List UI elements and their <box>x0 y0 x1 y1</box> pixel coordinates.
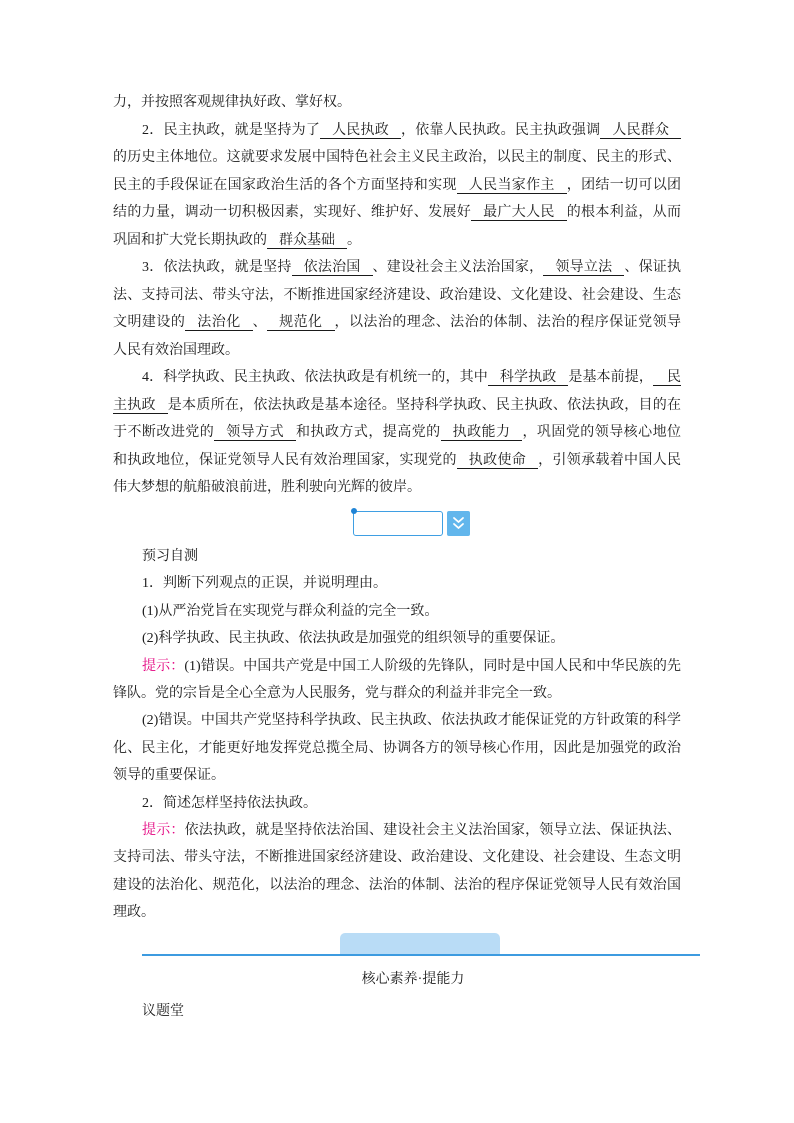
text-segment: (2)错误。中国共产党坚持科学执政、民主执政、依法执政才能保证党的方针政策的科学 <box>142 713 681 729</box>
text-line <box>113 309 681 337</box>
text-line <box>113 762 681 789</box>
text-segment: 人民有效治国理政。 <box>113 342 239 358</box>
text-line <box>113 172 681 200</box>
section-banner-tab <box>340 933 500 954</box>
text-segment: 是本质所在，依法执政是基本途径。坚持科学执政、民主执政、依法执政，目的在 <box>167 397 682 413</box>
answer-text: 人民执政 <box>332 122 390 138</box>
answer-blank <box>471 205 567 221</box>
question-prompt <box>113 790 681 817</box>
text-segment: ，巩固党的领导核心地位 <box>522 425 682 440</box>
answer-blank <box>113 398 168 414</box>
text-segment: 巩固和扩大党长期执政的 <box>113 232 267 248</box>
double-chevron-down-glyph <box>447 511 470 536</box>
text-segment: 和执政地位，保证党领导人民有效治理国家，实现党的 <box>113 452 457 468</box>
hint-label: 提示： <box>142 822 185 838</box>
text-segment: ，引领承载着中国人民 <box>538 452 682 468</box>
answer-text: 执政使命 <box>468 452 527 468</box>
text-line <box>113 337 681 365</box>
answer-blank <box>267 315 334 331</box>
answer-text: 人民当家作主 <box>468 177 555 193</box>
text-segment: 化、民主化，才能更好地发挥党总揽全局、协调各方的领导核心作用，因此是加强党的政治 <box>113 740 681 756</box>
text-segment: 锋队。党的宗旨是全心全意为人民服务，党与群众的利益并非完全一致。 <box>113 685 561 701</box>
answer-text: 规范化 <box>279 315 323 330</box>
text-line <box>113 392 681 420</box>
answer-text: 法治化 <box>197 315 241 330</box>
answer-blank <box>441 425 523 441</box>
text-segment: 3．依法执政，就是坚持 <box>142 260 292 275</box>
answer-blank <box>457 178 567 194</box>
text-segment: 力，并按照客观规律执好政、掌好权。 <box>113 95 351 110</box>
text-segment: 、 <box>252 315 268 330</box>
text-segment: 结的力量，调动一切积极因素，实现好、维护好、发展好 <box>113 205 472 220</box>
text-line <box>113 474 681 502</box>
text-line <box>113 447 681 475</box>
text-segment: 领导的重要保证。 <box>113 768 225 784</box>
question-prompt <box>113 570 681 597</box>
text-segment: 2．民主执政，就是坚持为了 <box>142 122 321 138</box>
answer-blank <box>488 370 568 386</box>
section-marker-frame <box>353 511 443 536</box>
answer-text: 民 <box>667 370 682 385</box>
text-line <box>113 144 681 172</box>
text-line <box>113 117 681 145</box>
statement-line <box>113 598 681 625</box>
text-line <box>113 364 681 392</box>
text-segment: 伟大梦想的航船破浪前进，胜利驶向光辉的彼岸。 <box>113 480 421 495</box>
section-heading <box>113 543 681 570</box>
statement-line <box>113 625 681 652</box>
answer-blank <box>214 425 296 441</box>
text-segment: 的根本利益，从而 <box>566 205 682 220</box>
answer-blank <box>543 260 624 276</box>
text-line <box>113 254 681 282</box>
self-test-section <box>113 543 681 926</box>
section-banner-title: 核心素养·提能力 <box>361 972 465 987</box>
text-line <box>113 227 681 255</box>
text-line <box>113 872 681 899</box>
text-line <box>113 707 681 734</box>
answer-text: 主执政 <box>113 397 156 413</box>
hint-label: 提示： <box>142 658 185 674</box>
answer-blank <box>320 123 401 139</box>
answer-blank <box>267 233 347 249</box>
text-line <box>113 735 681 762</box>
text-segment: (2)科学执政、民主执政、依法执政是加强党的组织领导的重要保证。 <box>142 631 565 647</box>
text-segment: 民主的手段保证在国家政治生活的各个方面坚持和实现 <box>113 177 457 193</box>
text-segment: (1)从严治党旨在实现党与群众利益的完全一致。 <box>142 603 439 619</box>
text-segment: 理政。 <box>113 905 155 921</box>
text-line <box>113 817 681 844</box>
heading-text: 预习自测 <box>142 549 198 564</box>
text-segment: 、保证执 <box>624 260 682 275</box>
text-segment: 的历史主体地位。这就要求发展中国特色社会主义民主政治，以民主的制度、民主的形式、 <box>113 150 681 165</box>
text-line <box>113 89 681 117</box>
answer-text: 执政能力 <box>452 425 511 440</box>
text-segment: 支持司法、带头守法，不断推进国家经济建设、政治建设、文化建设、社会建设、生态文明 <box>113 850 681 866</box>
text-line <box>113 199 681 227</box>
text-segment: 文明建设的 <box>113 315 186 330</box>
text-segment: 。 <box>347 232 361 248</box>
text-segment: 法、支持司法、带头守法，不断推进国家经济建设、政治建设、文化建设、社会建设、生态 <box>113 287 681 303</box>
text-segment: 、建设社会主义法治国家， <box>372 260 544 275</box>
text-line <box>113 282 681 310</box>
topic-label: 议题堂 <box>142 1004 184 1019</box>
text-line <box>113 899 681 926</box>
text-segment: 依法执政，就是坚持依法治国、建设社会主义法治国家，领导立法、保证执法、 <box>184 822 682 838</box>
text-segment: ，团结一切可以团 <box>566 177 682 193</box>
answer-text: 领导立法 <box>555 260 613 275</box>
answer-text: 群众基础 <box>279 232 335 248</box>
text-line <box>113 680 681 707</box>
answer-blank <box>185 315 252 331</box>
answer-text: 最广大人民 <box>483 205 555 220</box>
answer-blank <box>600 123 681 139</box>
text-segment: 于不断改进党的 <box>113 425 215 440</box>
text-segment: ，以法治的理念、法治的体制、法治的程序保证党领导 <box>334 315 682 330</box>
answer-text: 领导方式 <box>226 425 285 440</box>
text-segment: 2．简述怎样坚持依法执政。 <box>142 795 317 811</box>
text-segment: 4．科学执政、民主执政、依法执政是有机统一的，其中 <box>142 370 488 385</box>
answer-text: 依法治国 <box>303 260 361 275</box>
text-segment: 和执政方式，提高党的 <box>296 425 441 440</box>
text-segment: 建设的法治化、规范化，以法治的理念、法治的体制、法治的程序保证党领导人民有效治国 <box>113 877 681 893</box>
answer-text: 人民群众 <box>612 122 670 138</box>
double-chevron-down-icon <box>447 511 470 536</box>
section-marker-dot <box>351 508 357 514</box>
text-line <box>113 419 681 447</box>
text-segment: (1)错误。中国共产党是中国工人阶级的先锋队，同时是中国人民和中华民族的先 <box>184 658 682 674</box>
text-line <box>113 844 681 871</box>
text-segment: 是基本前提， <box>568 370 654 385</box>
text-segment: 1．判断下列观点的正误，并说明理由。 <box>142 576 387 592</box>
text-segment: ，依靠人民执政。民主执政强调 <box>401 122 601 138</box>
answer-blank <box>292 260 373 276</box>
answer-blank <box>457 453 538 469</box>
text-line <box>113 653 681 680</box>
answer-blank <box>653 370 681 386</box>
knowledge-section <box>113 89 681 502</box>
section-divider <box>142 954 700 956</box>
answer-text: 科学执政 <box>499 370 557 385</box>
